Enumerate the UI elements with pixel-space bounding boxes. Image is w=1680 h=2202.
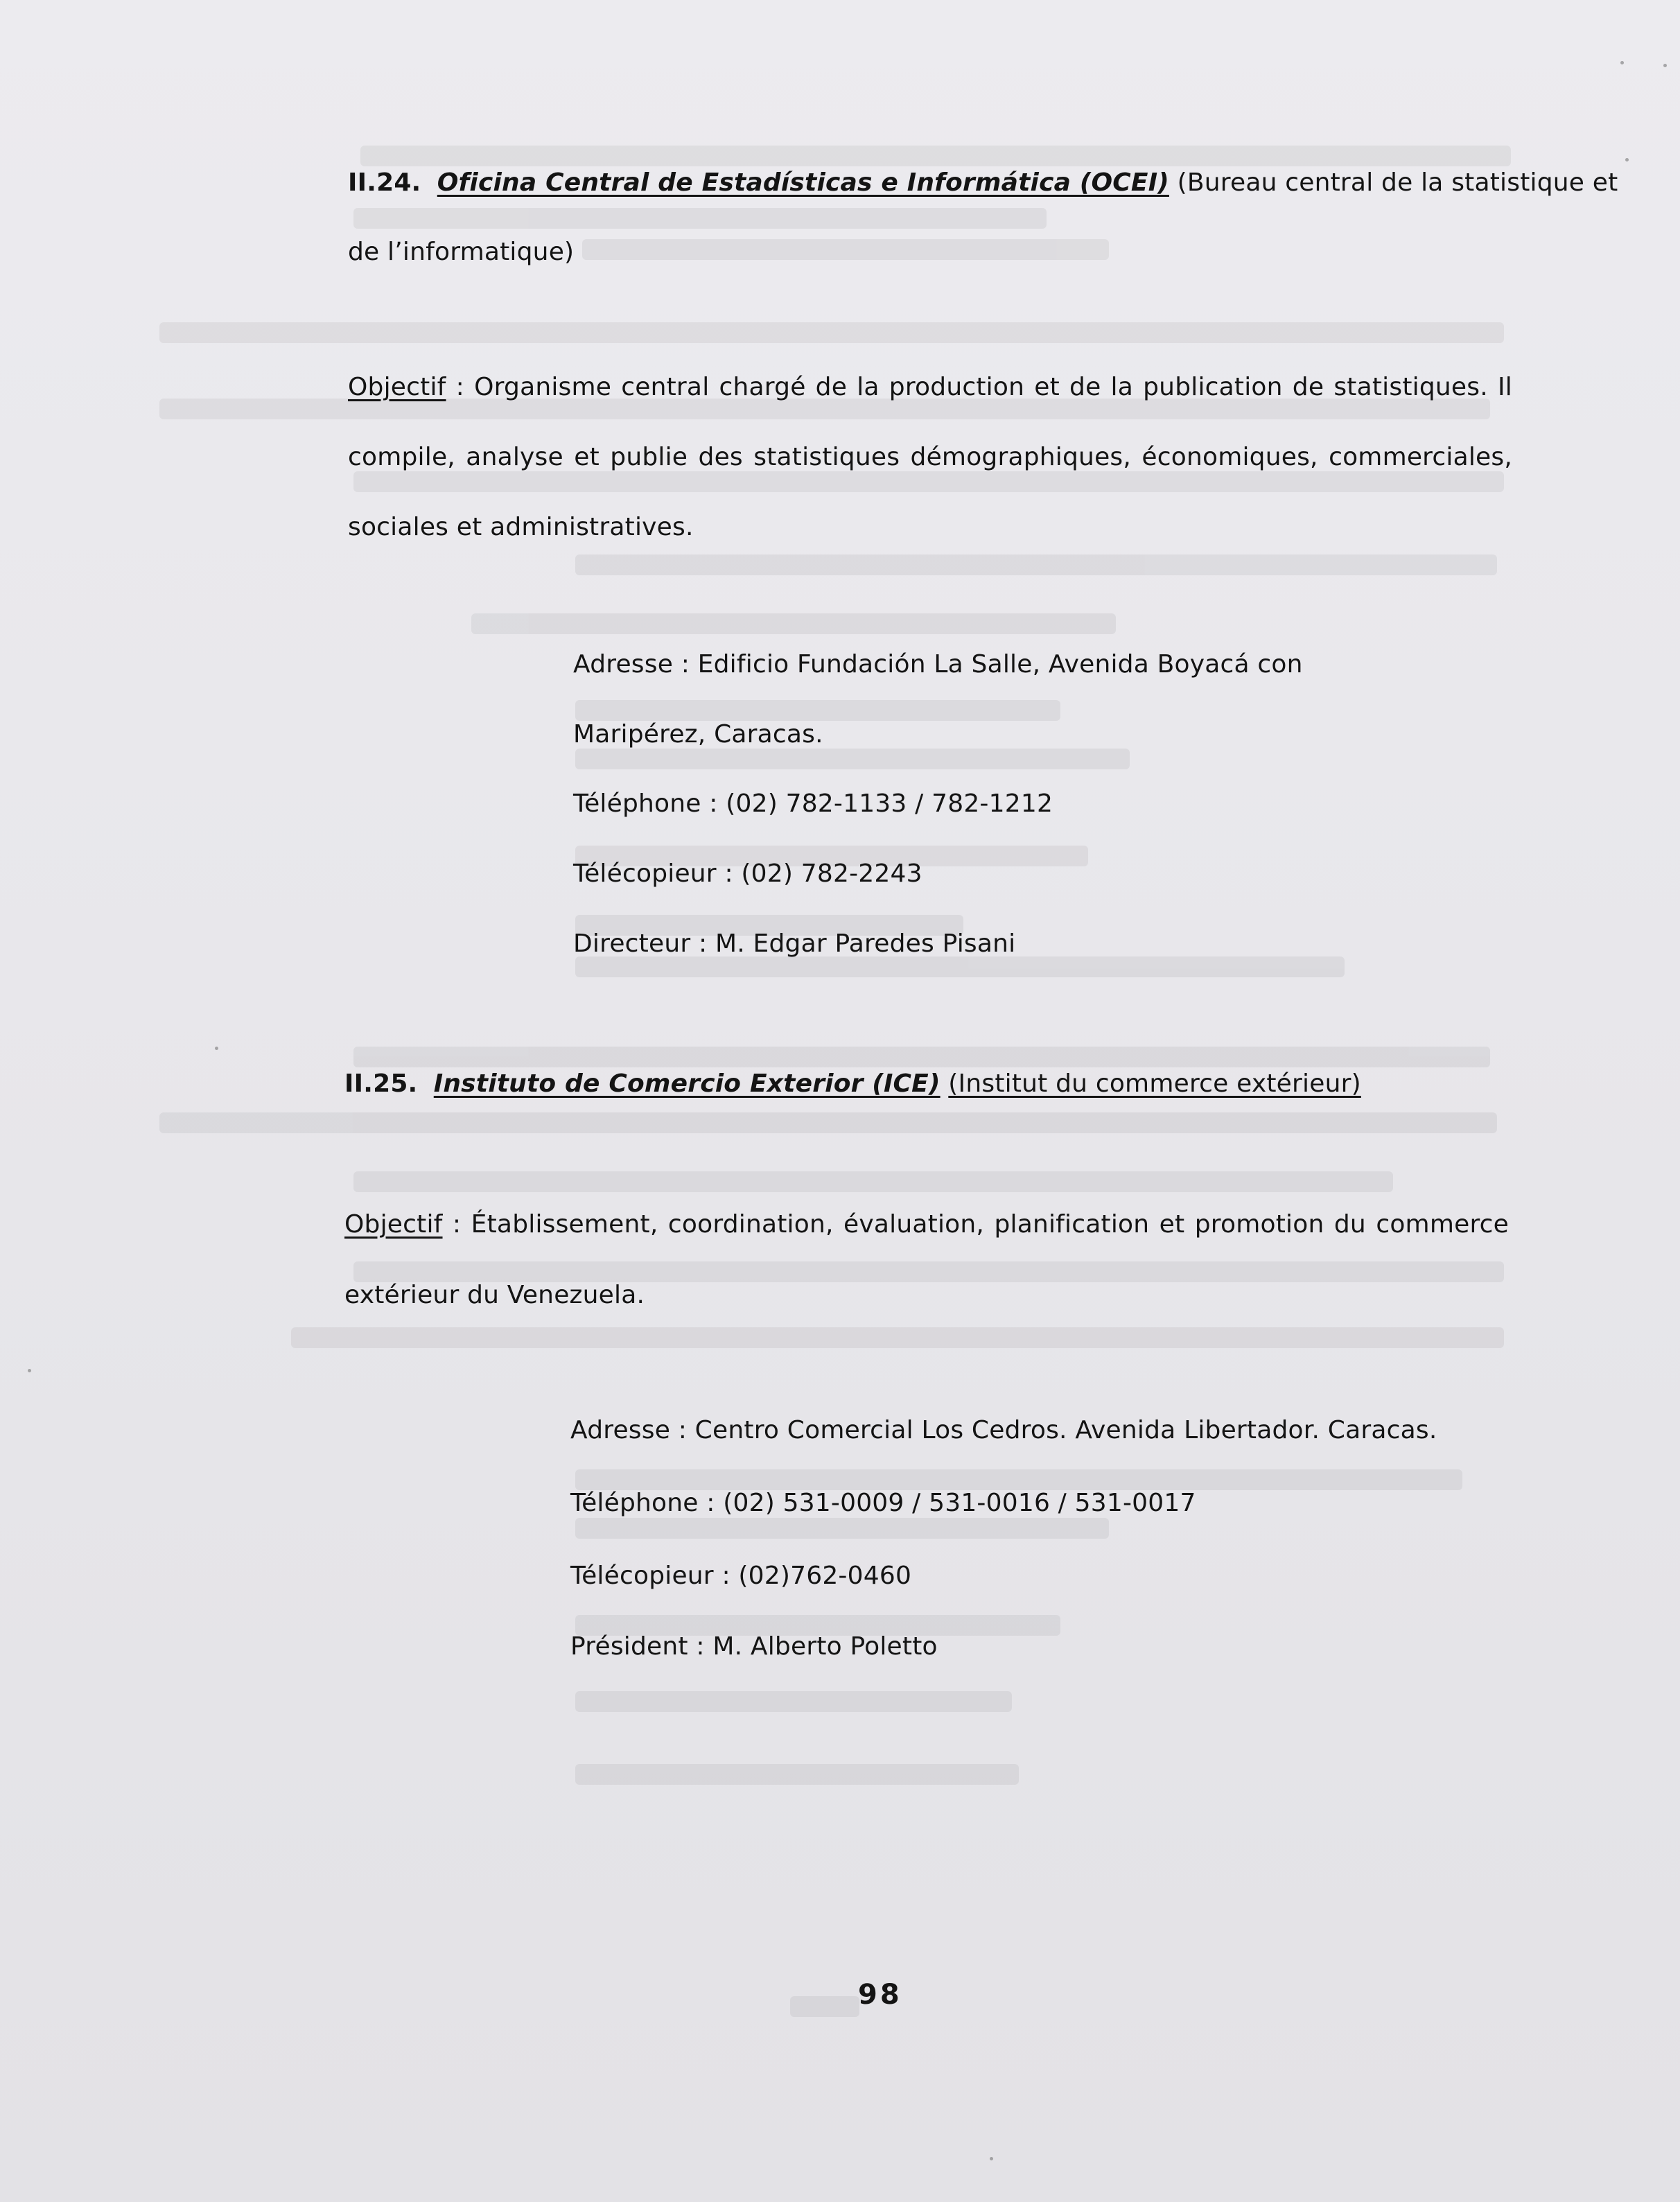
dust-speck [990,2157,993,2160]
director-line: Directeur : M. Edgar Paredes Pisani [573,929,1016,958]
section-2-24-heading-cont [348,236,574,269]
section-2-25-heading [344,1067,1361,1101]
address-line: Maripérez, Caracas. [573,720,823,749]
dust-speck [1663,64,1667,67]
president-line: Président : M. Alberto Poletto [570,1632,938,1661]
organization-name: Oficina Central de Estadísticas e Informática (OCEI) [437,168,1169,197]
dust-speck [215,1047,218,1050]
objective-separator: : [442,1210,471,1239]
organization-translation-cont: de l’informatique) [348,238,575,266]
organization-translation: (Bureau central de la statistique et [1177,168,1618,197]
objective-line: sociales et administratives. [348,513,694,541]
section-number: II.25. [344,1069,418,1098]
address-line: Adresse : Edificio Fundación La Salle, Avenida Boyacá con [573,650,1303,679]
objective-label: Objectif [344,1210,443,1239]
dust-speck [1625,158,1629,161]
telephone-line: Téléphone : (02) 782-1133 / 782-1212 [573,789,1053,818]
fax-line: Télécopieur : (02) 782-2243 [573,859,922,888]
objective-line: extérieur du Venezuela. [344,1281,645,1309]
objective-text: Organisme central chargé de la production et de la publication de statistiques. Il [474,373,1512,401]
dust-speck [1620,61,1624,64]
organization-name: Instituto de Comercio Exterior (ICE) [433,1069,940,1098]
objective-text: Établissement, coordination, évaluation, planification et promotion du commerce [471,1210,1509,1239]
section-2-24-heading [348,166,1618,200]
objective-label: Objectif [348,373,446,401]
objective-separator: : [446,373,475,401]
organization-translation: (Institut du commerce extérieur) [948,1069,1361,1098]
page-number: 98 [858,1979,902,2011]
objective-line [344,1208,1509,1241]
objective-line [348,371,1512,404]
telephone-line: Téléphone : (02) 531-0009 / 531-0016 / 531-0017 [570,1489,1196,1517]
objective-line: compile, analyse et publie des statistiques démographiques, économiques, commerciales, [348,443,1512,471]
address-line: Adresse : Centro Comercial Los Cedros. Avenida Libertador. Caracas. [570,1416,1437,1444]
fax-line: Télécopieur : (02)762-0460 [570,1562,912,1590]
dust-speck [28,1369,31,1372]
section-number: II.24. [348,168,421,197]
